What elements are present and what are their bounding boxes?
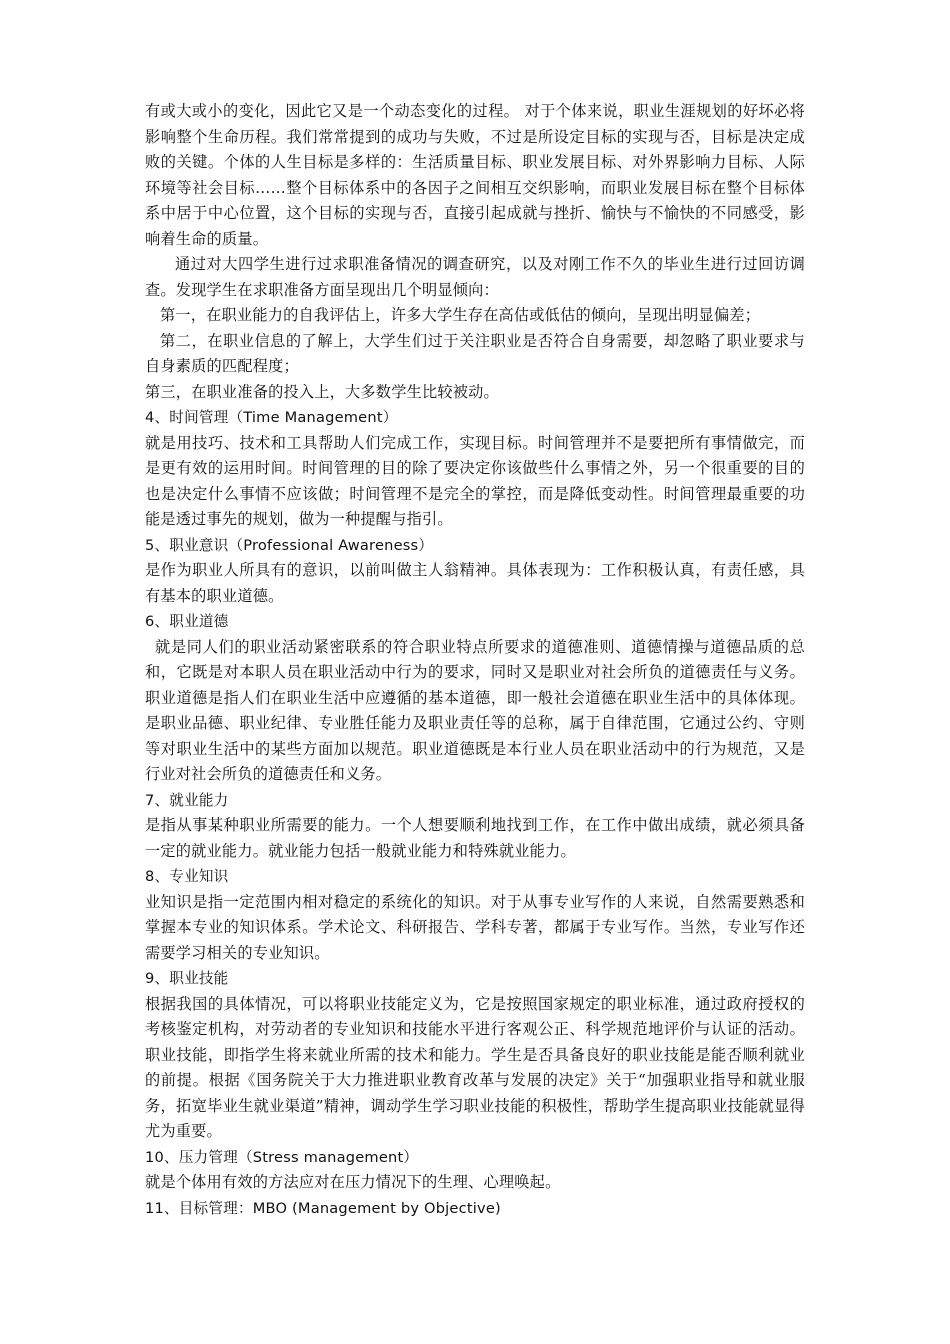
paragraph-vocational-skills: 根据我国的具体情况，可以将职业技能定义为，它是按照国家规定的职业标准，通过政府授权的考核鉴定机构，对劳动者的专业知识和技能水平进行客观公正、科学规范地评价与认证的活动。职业技能，即指学生将来就业所需的技术和能力。学生是否具备良好的职业技能是能否顺利就业的前提。根据《国务院关于大力推进职业教育改革与发展的决定》关于“加强职业指导和就业服务，拓宽毕业生就业渠道”精神，调动学生学习职业技能的积极性，帮助学生提高职业技能就显得尤为重要。: [145, 994, 805, 1140]
paragraph-employability: 是指从事某种职业所需要的能力。一个人想要顺利地找到工作，在工作中做出成绩，就必须具备一定的就业能力。就业能力包括一般就业能力和特殊就业能力。: [145, 816, 805, 860]
section-heading-mbo: 11、目标管理：MBO (Management by Objective): [145, 1199, 501, 1217]
paragraph-tendency-second: 第二，在职业信息的了解上，大学生们过于关注职业是否符合自身需要，却忽略了职业要求与自身素质的匹配程度；: [145, 331, 805, 375]
paragraph-stress-management: 就是个体用有效的方法应对在压力情况下的生理、心理唤起。: [145, 1173, 561, 1191]
section-heading-professional-ethics: 6、职业道德: [145, 613, 229, 630]
paragraph-time-management: 就是用技巧、技术和工具帮助人们完成工作，实现目标。时间管理并不是要把所有事情做完，而是更有效的运用时间。时间管理的目的除了要决定你该做些什么事情之外，另一个很重要的目的也是决定什么事情不应该做；时间管理不是完全的掌控，而是降低变动性。时间管理最重要的功能是透过事先的规划，做为一种提醒与指引。: [145, 433, 805, 528]
paragraph-professional-awareness: 是作为职业人所具有的意识，以前叫做主人翁精神。具体表现为：工作积极认真，有责任感，具有基本的职业道德。: [145, 561, 805, 605]
section-heading-professional-awareness: 5、职业意识（Professional Awareness）: [145, 536, 434, 554]
section-heading-stress-management: 10、压力管理（Stress management）: [145, 1148, 419, 1166]
paragraph-professional-knowledge: 业知识是指一定范围内相对稳定的系统化的知识。对于从事专业写作的人来说，自然需要熟悉和掌握本专业的知识体系。学术论文、科研报告、学科专著，都属于专业写作。当然，专业写作还需要学习相关的专业知识。: [145, 892, 805, 962]
section-heading-professional-knowledge: 8、专业知识: [145, 868, 229, 885]
section-heading-time-management: 4、时间管理（Time Management）: [145, 409, 398, 426]
paragraph-tendency-third: 第三，在职业准备的投入上，大多数学生比较被动。: [145, 382, 499, 401]
paragraph-professional-ethics: 就是同人们的职业活动紧密联系的符合职业特点所要求的道德准则、道德情操与道德品质的总和，它既是对本职人员在职业活动中行为的要求，同时又是职业对社会所负的道德责任与义务。职业道德是指人们在职业生活中应遵循的基本道德，即一般社会道德在职业生活中的具体体现。是职业品德、职业纪律、专业胜任能力及职业责任等的总称，属于自律范围，它通过公约、守则等对职业生活中的某些方面加以规范。职业道德既是本行业人员在职业活动中的行为规范，又是行业对社会所负的道德责任和义务。: [145, 637, 805, 783]
document-page: [145, 99, 805, 1221]
section-heading-vocational-skills: 9、职业技能: [145, 970, 229, 987]
section-heading-employability: 7、就业能力: [145, 791, 229, 809]
paragraph-survey-intro: 通过对大四学生进行过求职准备情况的调查研究，以及对刚工作不久的毕业生进行过回访调查。发现学生在求职准备方面呈现出几个明显倾向：: [145, 255, 805, 299]
paragraph-life-goals: 有或大或小的变化，因此它又是一个动态变化的过程。 对于个体来说，职业生涯规划的好坏必将影响整个生命历程。我们常常提到的成功与失败，不过是所设定目标的实现与否，目标是决定成败的关键。个体的人生目标是多样的：生活质量目标、职业发展目标、对外界影响力目标、人际环境等社会目标……整个目标体系中的各因子之间相互交织影响，而职业发展目标在整个目标体系中居于中心位置，这个目标的实现与否，直接引起成就与挫折、愉快与不愉快的不同感受，影响着生命的质量。: [145, 102, 805, 248]
paragraph-tendency-first: 第一，在职业能力的自我评估上，许多大学生存在高估或低估的倾向，呈现出明显偏差；: [160, 306, 761, 324]
